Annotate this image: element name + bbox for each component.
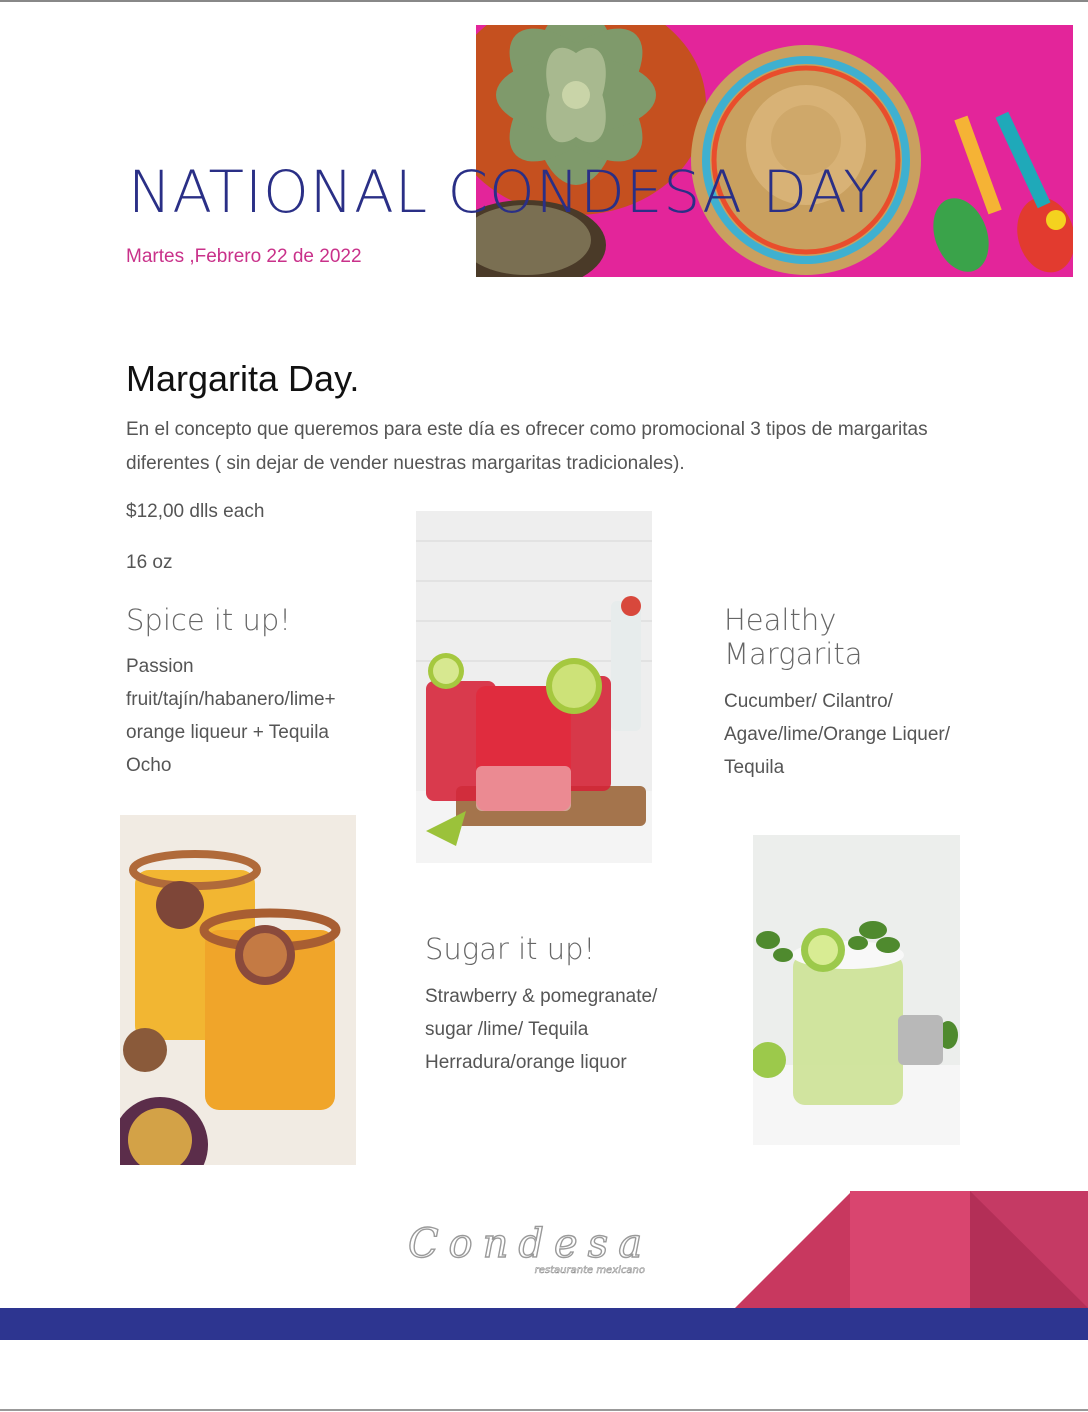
passion-fruit-margarita-photo (120, 815, 356, 1165)
condesa-logo (400, 1215, 660, 1285)
drink-ingredients-spice: Passion fruit/tajín/habanero/lime+ orange liqueur + Tequila Ocho (126, 656, 336, 776)
drink-ingredients-healthy: Cucumber/ Cilantro/ Agave/lime/Orange Liquer/ Tequila (724, 691, 951, 778)
header-banner-image (476, 25, 1073, 277)
drink-name-healthy: Healthy Margarita (724, 603, 863, 671)
svg-text:Condesa: Condesa (407, 1221, 653, 1267)
section-heading: Margarita Day. (126, 358, 360, 399)
intro-paragraph: En el concepto que queremos para este día es ofrecer como promocional 3 tipos de margaritas diferentes ( sin dejar de vender nuestras margaritas tradicionales). (126, 419, 928, 474)
drink-ingredients-sugar: Strawberry & pomegranate/ sugar /lime/ Tequila Herradura/orange liquor (425, 986, 658, 1073)
drink-name-spice: Spice it up! (126, 603, 291, 637)
cucumber-margarita-photo (753, 835, 960, 1145)
svg-text:restaurante mexicano: restaurante mexicano (534, 1265, 645, 1276)
footer-band (0, 1308, 1088, 1340)
decorative-triangles (735, 1191, 1088, 1308)
page-title: NATIONAL CONDESA DAY (128, 158, 880, 226)
strawberry-margarita-photo (416, 511, 652, 863)
drink-name-sugar: Sugar it up! (425, 932, 596, 966)
size-text: 16 oz (126, 552, 173, 573)
bottom-border (0, 1409, 1088, 1411)
top-border (0, 0, 1088, 2)
price-text: $12,00 dlls each (126, 501, 265, 522)
event-date: Martes ,Febrero 22 de 2022 (126, 246, 362, 267)
